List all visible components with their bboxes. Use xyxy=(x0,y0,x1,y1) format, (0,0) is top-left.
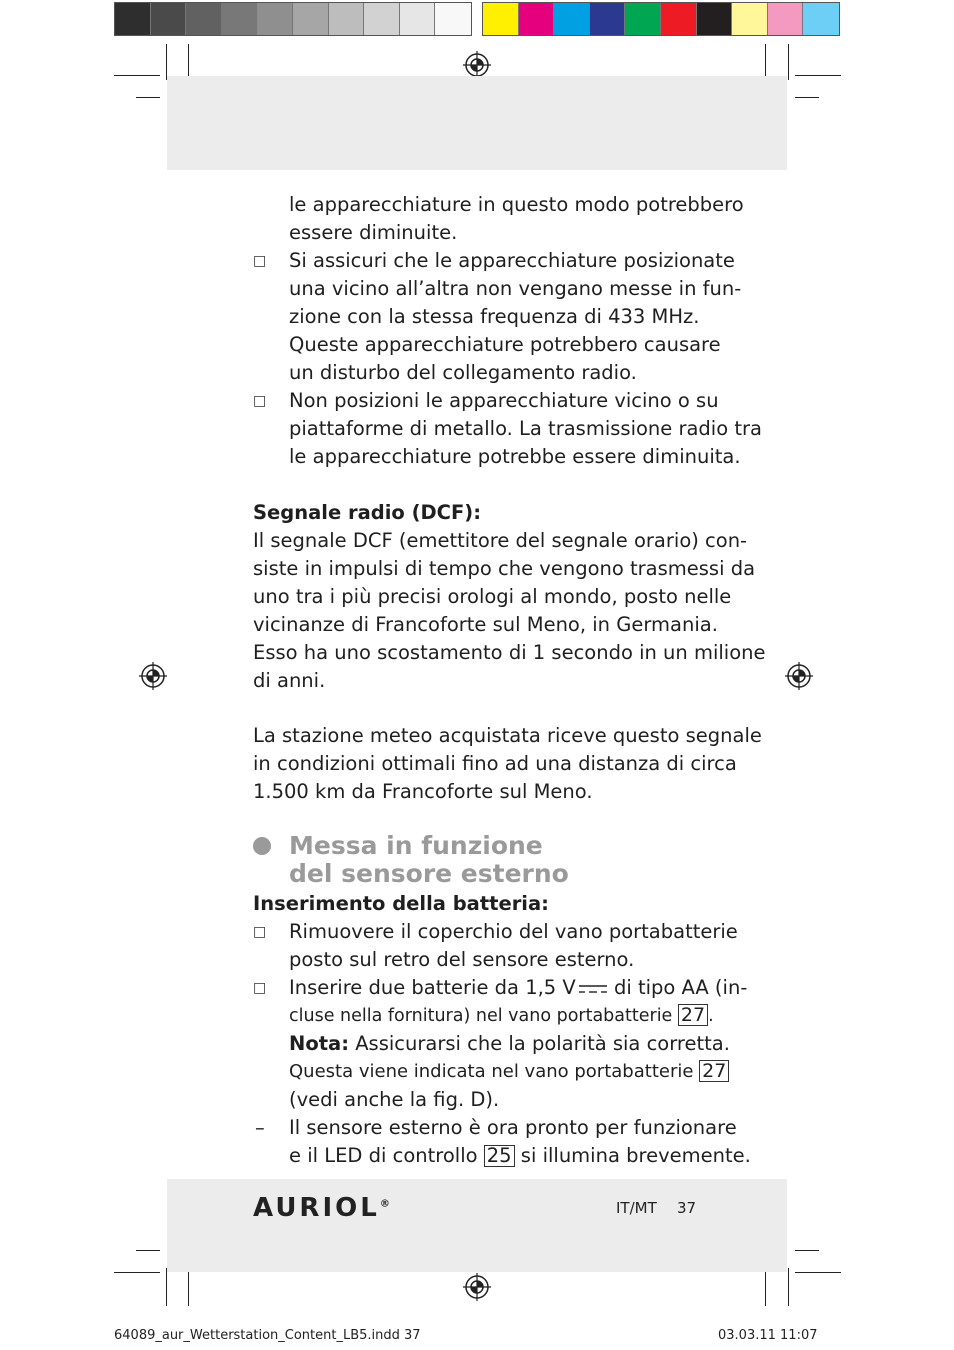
text-line: una vicino all’altra non vengano messe in fun- xyxy=(289,277,742,300)
text-line xyxy=(289,1002,747,1030)
text-line: siste in impulsi di tempo che vengono trasmessi da xyxy=(253,557,756,580)
battery-heading: Inserimento della batteria: xyxy=(253,892,549,915)
text-line: 1.500 km da Francoforte sul Meno. xyxy=(253,780,593,803)
registration-mark-icon xyxy=(139,662,167,690)
text-line: La stazione meteo acquistata riceve questo segnale xyxy=(253,724,762,747)
color-swatch xyxy=(519,3,555,35)
color-swatch xyxy=(803,3,839,35)
component-ref-27: 27 xyxy=(678,1004,708,1026)
cmyk-color-bar xyxy=(482,2,840,36)
text-span: Questa viene indicata nel vano portabatterie xyxy=(289,1061,700,1082)
dcf-paragraph xyxy=(253,527,766,695)
brand-logo xyxy=(253,1193,390,1223)
registration-mark-icon xyxy=(463,51,491,79)
text-span: Assicurarsi che la polarità sia corretta. xyxy=(349,1032,730,1055)
gray-swatch xyxy=(151,3,187,35)
registration-mark-icon xyxy=(463,1273,491,1301)
text-line: Non posizioni le apparecchiature vicino o su xyxy=(289,389,719,412)
bullet-box-icon: □ xyxy=(253,253,267,269)
dc-symbol-icon xyxy=(578,982,608,996)
result-paragraph xyxy=(289,1114,751,1170)
gray-swatch xyxy=(115,3,151,35)
file-date: 03.03.11 11:07 xyxy=(718,1328,818,1343)
text-line: le apparecchiature potrebbe essere diminuita. xyxy=(289,445,741,468)
page-header-band xyxy=(167,76,787,170)
text-span: cluse nella fornitura) nel vano portabatterie xyxy=(289,1006,678,1026)
text-line: Rimuovere il coperchio del vano portabatterie xyxy=(289,920,738,943)
bullet-item-cover xyxy=(289,918,738,974)
text-line xyxy=(289,1030,747,1058)
gray-swatch xyxy=(329,3,365,35)
bullet-item-batteries xyxy=(289,974,747,1114)
text-line: in condizioni ottimali fino ad una distanza di circa xyxy=(253,752,737,775)
gray-swatch xyxy=(293,3,329,35)
text-line: Il sensore esterno è ora pronto per funzionare xyxy=(289,1116,737,1139)
text-line: un disturbo del collegamento radio. xyxy=(289,361,637,384)
crop-mark xyxy=(136,97,160,98)
text-span: . xyxy=(708,1006,714,1026)
text-line xyxy=(289,1142,751,1170)
color-swatch xyxy=(697,3,733,35)
crop-mark xyxy=(166,1268,167,1306)
text-line: di anni. xyxy=(253,669,326,692)
file-name: 64089_aur_Wetterstation_Content_LB5.indd 37 xyxy=(114,1328,421,1343)
bullet-box-icon: □ xyxy=(253,924,267,940)
text-line: posto sul retro del sensore esterno. xyxy=(289,948,635,971)
crop-mark xyxy=(166,44,167,80)
crop-mark xyxy=(795,1250,819,1251)
gray-color-bar xyxy=(114,2,472,36)
color-swatch xyxy=(483,3,519,35)
color-swatch xyxy=(661,3,697,35)
crop-mark xyxy=(765,44,766,80)
crop-mark xyxy=(188,44,189,80)
bullet-box-icon: □ xyxy=(253,393,267,409)
section-title-line: Messa in funzione xyxy=(289,831,543,860)
section-title xyxy=(289,832,569,888)
crop-mark xyxy=(795,97,819,98)
gray-swatch xyxy=(222,3,258,35)
registered-mark: ® xyxy=(379,1198,390,1210)
color-swatch xyxy=(732,3,768,35)
gray-swatch xyxy=(186,3,222,35)
text-span: di tipo AA (in- xyxy=(607,976,748,999)
color-swatch xyxy=(625,3,661,35)
text-line: Queste apparecchiature potrebbero causare xyxy=(289,333,721,356)
text-line: Esso ha uno scostamento di 1 secondo in un milione xyxy=(253,641,766,664)
gray-swatch xyxy=(364,3,400,35)
text-line xyxy=(289,1058,747,1086)
station-paragraph xyxy=(253,722,762,806)
text-line: piattaforme di metallo. La trasmissione radio tra xyxy=(289,417,762,440)
color-swatch xyxy=(590,3,626,35)
text-line: Si assicuri che le apparecchiature posizionate xyxy=(289,249,735,272)
text-line xyxy=(289,974,747,1002)
component-ref-25: 25 xyxy=(484,1145,515,1167)
text-line: zione con la stessa frequenza di 433 MHz. xyxy=(289,305,700,328)
gray-swatch xyxy=(257,3,293,35)
crop-mark xyxy=(788,44,789,80)
continuation-paragraph xyxy=(289,191,744,247)
text-span: e il LED di controllo xyxy=(289,1144,484,1167)
crop-mark xyxy=(136,1250,160,1251)
bullet-item-frequency xyxy=(289,247,741,387)
text-line: (vedi anche la fig. D). xyxy=(289,1088,500,1111)
dcf-heading: Segnale radio (DCF): xyxy=(253,501,482,524)
crop-mark xyxy=(114,75,160,76)
bullet-box-icon: □ xyxy=(253,980,267,996)
gray-swatch xyxy=(435,3,471,35)
component-ref-27: 27 xyxy=(699,1060,729,1082)
color-swatch xyxy=(768,3,804,35)
color-swatch xyxy=(554,3,590,35)
crop-mark xyxy=(788,1268,789,1306)
section-title-line: del sensore esterno xyxy=(289,859,569,888)
text-span: si illumina brevemente. xyxy=(514,1144,751,1167)
text-line: Il segnale DCF (emettitore del segnale orario) con- xyxy=(253,529,748,552)
text-line: essere diminuite. xyxy=(289,221,458,244)
bullet-item-metal xyxy=(289,387,762,471)
language-code: IT/MT xyxy=(616,1199,657,1217)
crop-mark xyxy=(188,1268,189,1306)
page-number: 37 xyxy=(677,1199,697,1217)
crop-mark xyxy=(795,1272,841,1273)
text-line: uno tra i più precisi orologi al mondo, posto nelle xyxy=(253,585,732,608)
gray-swatch xyxy=(400,3,436,35)
dash-bullet: – xyxy=(255,1116,265,1139)
text-line: le apparecchiature in questo modo potrebbero xyxy=(289,193,744,216)
brand-name: AURIOL xyxy=(253,1193,380,1223)
text-line: vicinanze di Francoforte sul Meno, in Germania. xyxy=(253,613,718,636)
section-bullet-icon xyxy=(253,837,271,855)
text-span: Inserire due batterie da 1,5 V xyxy=(289,976,576,999)
registration-mark-icon xyxy=(785,662,813,690)
crop-mark xyxy=(795,75,841,76)
crop-mark xyxy=(114,1272,160,1273)
crop-mark xyxy=(765,1268,766,1306)
nota-label: Nota: xyxy=(289,1032,349,1055)
